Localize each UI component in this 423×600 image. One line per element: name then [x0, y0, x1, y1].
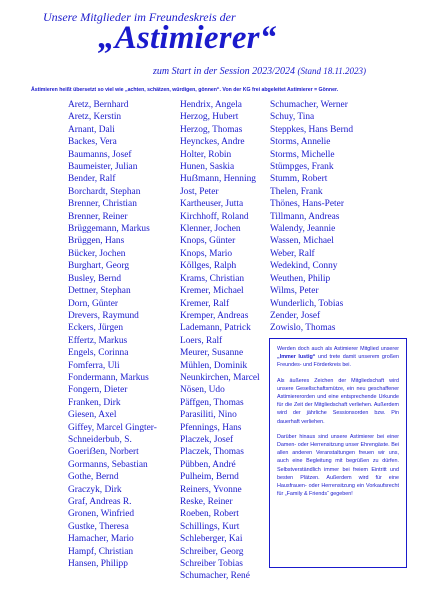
info-paragraph-3: Darüber hinaus sind unsere Astimierer bei einer Damen- oder Herrensitzung unser Ehrengäste. Bei allen anderen Veranstaltungen freuen wir uns, auch eine Begleitung mit begrüßen zu dürfen. Selbstverständlich immer bei freiem Eintritt und besten Plätzen. Außerdem wird für eine Hausfrauen- oder Herrensitzung ein Vorkaufsrecht für „Family & Friends“ gegeben!	[277, 433, 399, 498]
member-name: Wassen, Michael	[270, 236, 334, 247]
member-name: Bender, Ralf	[68, 174, 116, 185]
member-name: Gustke, Theresa	[68, 521, 129, 532]
member-name: Graczyk, Dirk	[68, 484, 122, 495]
member-name: Schneiderbub, S.	[68, 434, 132, 445]
member-name: Zender, Josef	[270, 310, 321, 321]
member-column-1	[68, 99, 157, 570]
member-name: Loers, Ralf	[180, 335, 223, 346]
member-name: Gormanns, Sebastian	[68, 459, 148, 470]
page-title: „Astimierer“	[98, 20, 277, 56]
member-name: Huẞmann, Henning	[180, 174, 256, 185]
member-name: Schuy, Tina	[270, 112, 315, 123]
club-name: „Immer lustig“	[277, 354, 316, 361]
member-name: Weuthen, Philip	[270, 273, 331, 284]
member-name: Drevers, Raymund	[68, 310, 139, 321]
member-name: Kirchhoff, Roland	[180, 211, 249, 222]
member-name: Baumeister, Julian	[68, 162, 138, 173]
member-name: Hansen, Philipp	[68, 559, 128, 570]
member-name: Giesen, Axel	[68, 410, 117, 421]
member-name: Schillings, Kurt	[180, 521, 240, 532]
member-name: Weber, Ralf	[270, 248, 315, 259]
member-name: Gronen, Winfried	[68, 509, 135, 520]
info-p1-before: Werden doch auch als Astimierer Mitglied unserer	[277, 346, 399, 352]
member-name: Pfennings, Hans	[180, 422, 242, 433]
member-name: Holter, Robin	[180, 149, 232, 160]
member-name: Hamacher, Mario	[68, 534, 134, 545]
member-name: Fongern, Dieter	[68, 385, 128, 396]
member-name: Klenner, Jochen	[180, 224, 241, 235]
member-name: Schreiber Tobias	[180, 559, 243, 570]
member-name: Roeben, Robert	[180, 509, 239, 520]
member-name: Engels, Corinna	[68, 348, 129, 359]
member-name: Arnant, Dali	[68, 124, 115, 135]
member-name: Tillmann, Andreas	[270, 211, 340, 222]
member-name: Franken, Dirk	[68, 397, 121, 408]
member-column-3	[270, 99, 353, 335]
member-name: Reiners, Yvonne	[180, 484, 242, 495]
member-name: Herzog, Hubert	[180, 112, 239, 123]
member-name: Herzog, Thomas	[180, 124, 243, 135]
member-name: Meurer, Susanne	[180, 348, 244, 359]
member-name: Aretz, Bernhard	[68, 100, 129, 110]
member-name: Fomferra, Uli	[68, 360, 120, 371]
member-name: Effertz, Markus	[68, 335, 128, 346]
member-name: Backes, Vera	[68, 137, 117, 148]
member-name: Placzek, Josef	[180, 434, 234, 445]
member-name: Thönes, Hans-Peter	[270, 199, 344, 210]
member-name: Wedekind, Conny	[270, 261, 338, 272]
member-name: Hendrix, Angela	[180, 100, 242, 110]
header-intro: Unsere Mitglieder im Freundeskreis der	[43, 10, 236, 24]
member-name: Brenner, Reiner	[68, 211, 128, 222]
member-name: Parasiliti, Nino	[180, 410, 237, 421]
definition-note: Ästimieren heißt übersetzt so viel wie „achten, schätzen, würdigen, gönnen“. Von der KG frei abgeleitet Astimierer = Gönner.	[31, 87, 339, 93]
member-name: Brenner, Christian	[68, 199, 137, 210]
member-name: Borchardt, Stephan	[68, 186, 141, 197]
member-name: Heynckes, Andre	[180, 137, 245, 148]
member-name: Schreiber, Georg	[180, 546, 244, 557]
member-name: Köllges, Ralph	[180, 261, 237, 272]
member-name: Bücker, Jochen	[68, 248, 126, 259]
member-name: Eckers, Jürgen	[68, 323, 124, 334]
member-name: Nösen, Udo	[180, 385, 225, 396]
member-name: Graf, Andreas R.	[68, 497, 132, 507]
member-name: Schleberger, Kai	[180, 534, 243, 545]
member-name: Schumacher, René	[180, 571, 250, 582]
member-name: Päffgen, Thomas	[180, 397, 244, 408]
member-name: Brüggen, Hans	[68, 236, 125, 247]
member-name: Dorn, Günter	[68, 298, 118, 309]
member-name: Baumanns, Josef	[68, 149, 132, 160]
member-name: Reske, Reiner	[180, 497, 233, 507]
member-name: Hampf, Christian	[68, 546, 134, 557]
member-name: Kartheuser, Jutta	[180, 199, 244, 210]
member-name: Pübben, André	[180, 459, 236, 470]
info-paragraph-2: Als äußeres Zeichen der Mitgliedschaft wird unsere Gesellschaftsmütze, ein neu geschaffener Astimiererorden und eine entsprechende Urkunde für die Zeit der Mitgliedschaft verliehen. Außerdem wird der jährliche Sessionsorden bzw. Pin dauerhaft verliehen.	[277, 377, 399, 425]
member-name: Schumacher, Werner	[270, 100, 348, 110]
member-name: Burghart, Georg	[68, 261, 130, 272]
member-name: Aretz, Kerstin	[68, 112, 122, 123]
info-p1-after: und trete damit unserem großen Freundes- und Förderkreis bei.	[277, 354, 399, 369]
member-name: Jost, Peter	[180, 186, 219, 197]
member-name: Neunkirchen, Marcel	[180, 372, 260, 383]
member-name: Knops, Günter	[180, 236, 236, 247]
member-name: Giffey, Marcel Gingter-	[68, 422, 157, 433]
member-name: Fondermann, Markus	[68, 372, 149, 383]
member-name: Gothe, Bernd	[68, 472, 119, 483]
member-name: Goeriẞen, Norbert	[68, 447, 139, 458]
member-name: Wunderlich, Tobias	[270, 298, 344, 309]
header-stand: (Stand 18.11.2023)	[297, 66, 367, 76]
member-name: Pulheim, Bernd	[180, 472, 239, 483]
member-name: Walendy, Jeannie	[270, 224, 336, 235]
member-name: Zowislo, Thomas	[270, 323, 336, 334]
member-name: Kremper, Andreas	[180, 310, 249, 321]
member-name: Thelen, Frank	[270, 186, 323, 197]
member-name: Placzek, Thomas	[180, 447, 244, 458]
member-name: Stumm, Robert	[270, 174, 328, 185]
member-name: Knops, Mario	[180, 248, 233, 259]
info-paragraph-1	[277, 345, 399, 370]
header-session	[153, 66, 366, 77]
member-name: Mühlen, Dominik	[180, 360, 248, 371]
header-session-text: zum Start in der Session 2023/2024	[153, 66, 295, 77]
member-name: Steppkes, Hans Bernd	[270, 124, 354, 135]
member-name: Lademann, Patrick	[180, 323, 251, 334]
member-name: Kremer, Ralf	[180, 298, 230, 309]
member-name: Kremer, Michael	[180, 286, 244, 297]
member-name: Stümpges, Frank	[270, 162, 334, 173]
member-name: Krams, Christian	[180, 273, 245, 284]
member-name: Brüggemann, Markus	[68, 224, 150, 235]
member-name: Hunen, Saskia	[180, 162, 235, 173]
membership-info-box	[269, 338, 407, 568]
member-name: Wilms, Peter	[270, 286, 319, 297]
member-name: Storms, Annelie	[270, 137, 331, 148]
member-name: Dettner, Stephan	[68, 286, 131, 297]
member-column-2	[180, 99, 260, 583]
member-name: Busley, Bernd	[68, 273, 122, 284]
member-name: Storms, Michelle	[270, 149, 335, 160]
